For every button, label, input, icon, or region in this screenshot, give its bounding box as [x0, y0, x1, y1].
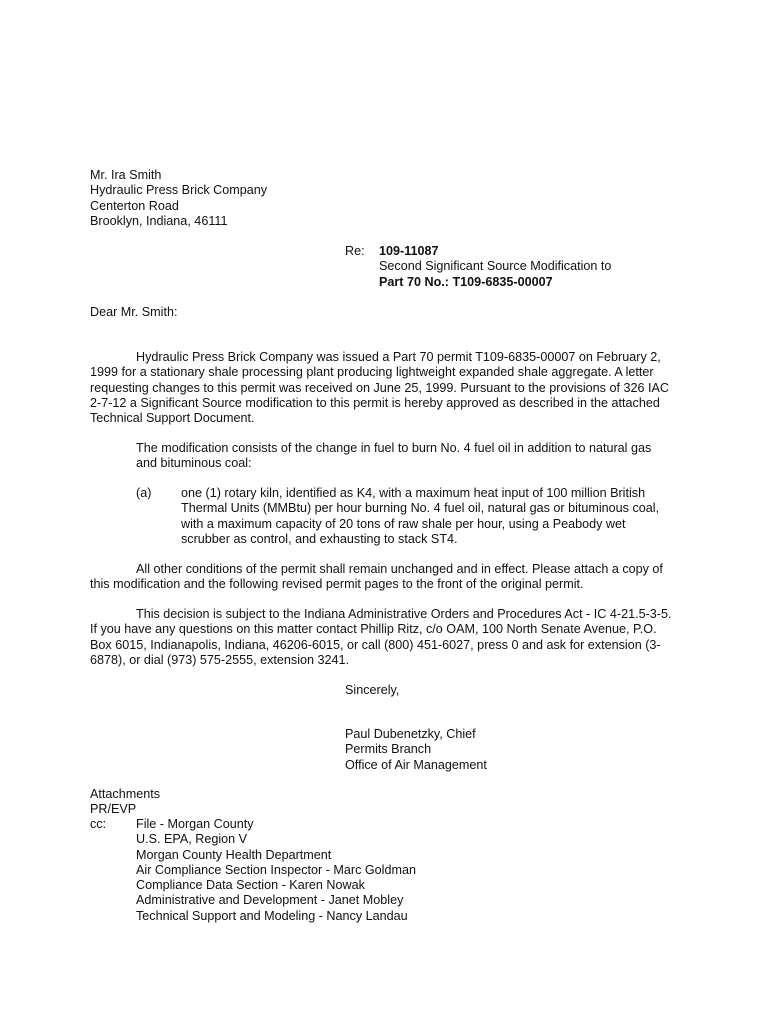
item-line: one (1) rotary kiln, identified as K4, with a maximum heat input of 100 million British [181, 486, 646, 500]
p1-line: requesting changes to this permit was received on June 25, 1999. Pursuant to the provisions of 326 IAC [90, 380, 669, 395]
p4-line: Box 6015, Indianapolis, Indiana, 46206-6015, or call (800) 451-6027, press 0 and ask for extension (3- [90, 637, 661, 652]
item-a-text [181, 486, 659, 547]
recipient-street: Centerton Road [90, 198, 179, 213]
p4-line: If you have any questions on this matter contact Phillip Ritz, c/o OAM, 100 North Senate Avenue, P.O. [90, 622, 657, 637]
signer-office: Office of Air Management [345, 757, 487, 772]
recipient-address [90, 168, 267, 229]
re-subject: Second Significant Source Modification to [379, 259, 612, 274]
p1-line: Hydraulic Press Brick Company was issued a Part 70 permit T109-6835-00007 on February 2, [136, 350, 661, 364]
cc-label: cc: [90, 817, 107, 831]
cc-list [136, 817, 416, 924]
p3-line: this modification and the following revised permit pages to the front of the original permit. [90, 577, 584, 592]
recipient-name: Mr. Ira Smith [90, 168, 162, 182]
cc-item: Technical Support and Modeling - Nancy Landau [136, 908, 408, 923]
p1-line: 2-7-12 a Significant Source modification to this permit is hereby approved as described in the attached [90, 395, 660, 410]
footer-block [90, 787, 160, 818]
recipient-company: Hydraulic Press Brick Company [90, 183, 268, 198]
re-block [379, 244, 611, 290]
cc-item: File - Morgan County [136, 817, 254, 831]
paragraph-1 [90, 350, 680, 426]
paragraph-2 [136, 441, 651, 472]
cc-item: Compliance Data Section - Karen Nowak [136, 878, 365, 893]
attachments-label: Attachments [90, 787, 160, 801]
p4-line: 6878), or dial (973) 575-2555, extension 3241. [90, 652, 350, 667]
cc-item: Air Compliance Section Inspector - Marc Goldman [136, 862, 416, 877]
p1-line: Technical Support Document. [90, 411, 255, 426]
item-line: with a maximum capacity of 20 tons of raw shale per hour, using a Peabody wet [181, 516, 626, 531]
signature-block [345, 727, 487, 773]
signer-name: Paul Dubenetzky, Chief [345, 727, 476, 741]
p2-line: and bituminous coal: [136, 456, 252, 471]
p1-line: 1999 for a stationary shale processing plant producing lightweight expanded shale aggregate. A letter [90, 365, 654, 380]
cc-item: Morgan County Health Department [136, 847, 332, 862]
paragraph-3 [90, 562, 680, 593]
cc-item: Administrative and Development - Janet Mobley [136, 893, 404, 908]
item-line: scrubber as control, and exhausting to stack ST4. [181, 531, 458, 546]
p2-line: The modification consists of the change in fuel to burn No. 4 fuel oil in addition to natural gas [136, 441, 652, 455]
p4-line: This decision is subject to the Indiana Administrative Orders and Procedures Act - IC 4-21.5-3-5. [136, 607, 672, 621]
closing: Sincerely, [345, 683, 400, 697]
salutation: Dear Mr. Smith: [90, 305, 178, 319]
cc-item: U.S. EPA, Region V [136, 832, 248, 847]
p3-line: All other conditions of the permit shall remain unchanged and in effect. Please attach a copy of [136, 562, 663, 576]
re-number: 109-11087 [379, 244, 439, 258]
recipient-city: Brooklyn, Indiana, 46111 [90, 213, 228, 228]
item-a-label: (a) [136, 486, 152, 500]
re-label: Re: [345, 244, 365, 258]
re-permit: Part 70 No.: T109-6835-00007 [379, 274, 553, 289]
paragraph-4 [90, 607, 680, 668]
typist-initials: PR/EVP [90, 802, 137, 817]
signer-title: Permits Branch [345, 742, 432, 757]
item-line: Thermal Units (MMBtu) per hour burning No. 4 fuel oil, natural gas or bituminous coal, [181, 501, 660, 516]
